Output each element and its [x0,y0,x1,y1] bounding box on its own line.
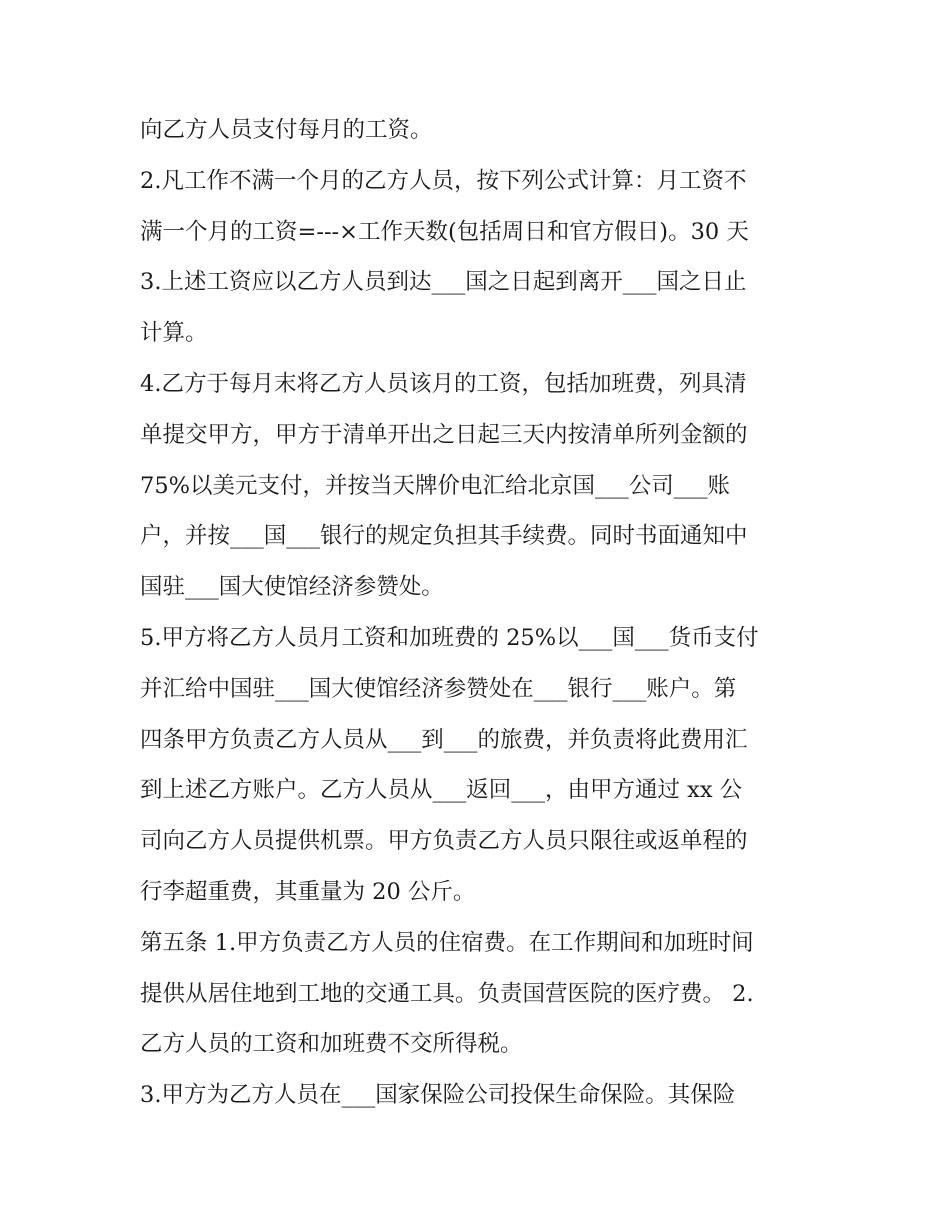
text-line: 四条甲方负责乙方人员从___到___的旅费，并负责将此费用汇 [140,726,748,753]
text-line: 到上述乙方账户。乙方人员从___返回___，由甲方通过 xx 公 [140,777,743,804]
text-line: 向乙方人员支付每月的工资。 [140,117,433,143]
text-line: 第五条 1.甲方负责乙方人员的住宿费。在工作期间和加班时间 [140,929,754,956]
text-line: 并汇给中国驻___国大使馆经济参赞处在___银行___账户。第 [140,675,737,702]
text-line: 户，并按___国___银行的规定负担其手续费。同时书面通知中 [140,523,748,550]
text-line: 3.上述工资应以乙方人员到达___国之日起到离开___国之日止 [140,269,747,296]
text-line: 3.甲方为乙方人员在___国家保险公司投保生命保险。其保险 [140,1082,736,1109]
text-line: 司向乙方人员提供机票。甲方负责乙方人员只限往或返单程的 [140,828,748,855]
text-line: 乙方人员的工资和加班费不交所得税。 [140,1031,523,1058]
text-line: 2.凡工作不满一个月的乙方人员，按下列公式计算：月工资不 [140,167,747,194]
text-line: 75%以美元支付，并按当天牌价电汇给北京国___公司___账 [140,472,731,499]
text-line: 行李超重费，其重量为 20 公斤。 [140,878,476,905]
document-body [140,105,820,1121]
text-line: 提供从居住地到工地的交通工具。负责国营医院的医疗费。 2. [140,980,754,1007]
text-line: 计算。 [140,320,208,347]
text-line: 4.乙方于每月末将乙方人员该月的工资，包括加班费，列具清 [140,370,747,397]
text-line: 5.甲方将乙方人员月工资和加班费的 25%以___国___货币支付 [140,624,759,651]
text-line: 单提交甲方，甲方于清单开出之日起三天内按清单所列金额的 [140,421,748,448]
text-line: 国驻___国大使馆经济参赞处。 [140,574,444,601]
text-line: 满一个月的工资=---×工作天数(包括周日和官方假日)。30 天 [140,218,749,245]
